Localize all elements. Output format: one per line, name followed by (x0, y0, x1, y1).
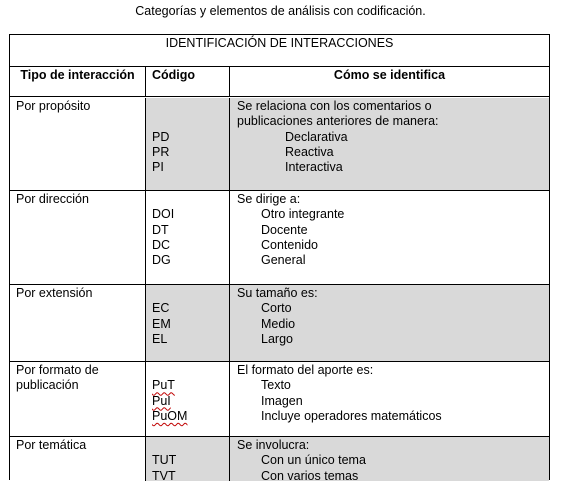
how-option: General (261, 253, 306, 268)
how-option: Con varios temas (261, 468, 359, 481)
code-cell (146, 437, 230, 481)
type-label: Por propósito (16, 99, 91, 113)
how-option: Con un único tema (261, 453, 366, 468)
header-type: Tipo de interacción (10, 67, 146, 97)
code-value (152, 363, 223, 378)
how-option: Contenido (261, 237, 318, 252)
how-cell (230, 362, 549, 436)
how-option: Texto (261, 378, 291, 393)
how-cell (230, 191, 549, 284)
how-cell (230, 285, 549, 361)
how-text: Se dirige a: (237, 192, 301, 206)
code-value (152, 114, 223, 129)
how-option: Corto (261, 301, 292, 316)
how-option: Declarativa (285, 129, 348, 144)
how-option: Medio (261, 316, 296, 331)
type-label: Por extensión (16, 286, 93, 300)
table-row (10, 191, 549, 285)
how-option: Largo (261, 331, 293, 346)
table-row (10, 437, 549, 481)
code-value (152, 286, 223, 301)
code-value (152, 99, 223, 114)
how-cell (230, 437, 549, 481)
how-option: Incluye operadores matemáticos (261, 408, 442, 423)
header-code: Código (146, 67, 230, 97)
table-row (10, 362, 549, 437)
how-text: El formato del aporte es: (237, 363, 374, 377)
type-cell (10, 98, 146, 190)
code-value: PR (152, 144, 170, 159)
table-title: IDENTIFICACIÓN DE INTERACCIONES (10, 35, 549, 67)
how-option: Otro integrante (261, 207, 345, 222)
code-cell (146, 191, 230, 284)
how-text: publicaciones anteriores de manera: (237, 114, 439, 129)
how-text: Su tamaño es: (237, 286, 318, 300)
code-value: PuOM (152, 408, 188, 423)
code-value: DT (152, 222, 169, 237)
type-cell (10, 285, 146, 361)
code-value: TUT (152, 453, 177, 468)
type-label: Por temática (16, 438, 87, 452)
header-how: Cómo se identifica (230, 67, 549, 97)
code-value: EL (152, 331, 168, 346)
type-label: Por dirección (16, 192, 89, 206)
how-option: Interactiva (285, 160, 343, 175)
how-option: Docente (261, 222, 308, 237)
code-value (152, 438, 223, 453)
code-value: TVT (152, 468, 176, 481)
table-row (10, 98, 549, 191)
code-cell (146, 285, 230, 361)
code-value: EC (152, 301, 170, 316)
table-row (10, 285, 549, 362)
how-option: Imagen (261, 393, 303, 408)
code-cell (146, 98, 230, 190)
code-cell (146, 362, 230, 436)
interactions-table (9, 34, 550, 480)
type-cell (10, 362, 146, 436)
code-value: PuI (152, 393, 171, 408)
code-value: PI (152, 160, 164, 175)
how-cell (230, 98, 549, 190)
code-value: DOI (152, 207, 175, 222)
how-text: Se involucra: (237, 438, 310, 452)
code-value (152, 192, 223, 207)
type-label: Por formato de (16, 363, 99, 377)
table-caption: Categorías y elementos de análisis con codificación. (135, 4, 426, 18)
how-option: Reactiva (285, 144, 334, 159)
how-text: Se relaciona con los comentarios o (237, 99, 432, 113)
type-cell (10, 191, 146, 284)
code-value: DC (152, 237, 171, 252)
code-value: PD (152, 129, 170, 144)
code-value: DG (152, 253, 171, 268)
code-value: PuT (152, 378, 175, 393)
type-cell (10, 437, 146, 481)
type-label: publicación (16, 378, 79, 393)
code-value: EM (152, 316, 171, 331)
